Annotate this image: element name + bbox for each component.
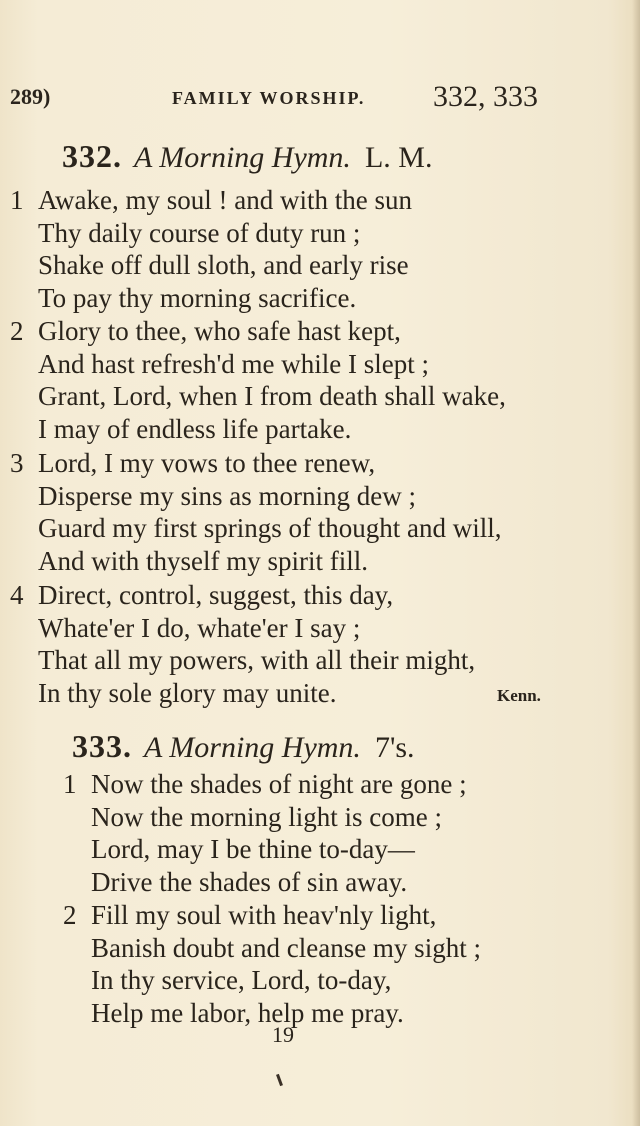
verse-line: That all my powers, with all their might,: [38, 645, 476, 675]
hymn-332-verse-1: [10, 184, 412, 314]
verse-line: Lord, I my vows to thee renew,: [38, 448, 376, 478]
verse-number: 3: [10, 448, 24, 478]
verse-line: Awake, my soul ! and with the sun: [38, 185, 412, 215]
hymn-332-verse-2: [10, 315, 506, 445]
verse-line: Direct, control, suggest, this day,: [38, 580, 394, 610]
verse-number: 2: [63, 900, 77, 930]
verse-line: I may of endless life partake.: [38, 413, 352, 444]
page-number: 289): [10, 84, 51, 109]
running-title: FAMILY WORSHIP.: [172, 88, 366, 108]
hymn-333-heading: [72, 728, 415, 765]
hymn-number: 332.: [62, 138, 122, 174]
verse-number: 4: [10, 580, 24, 610]
verse-line: Now the morning light is come ;: [91, 801, 442, 832]
verse-line: Fill my soul with heav'nly light,: [91, 900, 437, 930]
hymn-number: 333.: [72, 728, 132, 764]
hymn-title: A Morning Hymn.: [134, 141, 351, 174]
verse-line: Drive the shades of sin away.: [91, 866, 408, 897]
running-head: [0, 80, 640, 116]
hymn-title: A Morning Hymn.: [144, 731, 361, 764]
verse-line: Help me labor, help me pray.: [91, 997, 404, 1028]
hymn-332-heading: [62, 138, 432, 175]
verse-line: To pay thy morning sacrifice.: [38, 282, 357, 313]
verse-line: Disperse my sins as morning dew ;: [38, 480, 416, 511]
hymn-333-verse-2: [63, 899, 481, 1029]
verse-line: Now the shades of night are gone ;: [91, 769, 467, 799]
verse-line: Whate'er I do, whate'er I say ;: [38, 612, 361, 643]
page-edge-shadow: [632, 0, 640, 1126]
verse-line: Glory to thee, who safe hast kept,: [38, 316, 401, 346]
hymn-range: 332, 333: [433, 80, 538, 113]
verse-number: 1: [63, 769, 77, 799]
verse-line: Shake off dull sloth, and early rise: [38, 250, 409, 280]
verse-line: Guard my first springs of thought and will,: [38, 513, 502, 543]
verse-line: In thy service, Lord, to-day,: [91, 965, 392, 995]
ink-speck: [276, 1074, 283, 1086]
verse-number: 1: [10, 185, 24, 215]
verse-number: 2: [10, 316, 24, 346]
hymn-author: Kenn.: [497, 686, 541, 705]
signature-mark: 19: [272, 1022, 294, 1047]
hymn-meter: L. M.: [364, 141, 433, 174]
hymn-332-verse-4: [10, 579, 475, 709]
verse-line: In thy sole glory may unite.: [38, 677, 337, 708]
hymn-333-verse-1: [63, 768, 467, 898]
verse-line: And with thyself my spirit fill.: [38, 545, 368, 576]
hymn-332-verse-3: [10, 447, 501, 577]
verse-line: Thy daily course of duty run ;: [38, 217, 361, 248]
verse-line: Banish doubt and cleanse my sight ;: [91, 932, 481, 963]
verse-line: Lord, may I be thine to-day—: [91, 834, 415, 864]
verse-line: Grant, Lord, when I from death shall wake,: [38, 381, 506, 411]
hymn-meter: 7's.: [374, 731, 415, 764]
verse-line: And hast refresh'd me while I slept ;: [38, 348, 430, 379]
